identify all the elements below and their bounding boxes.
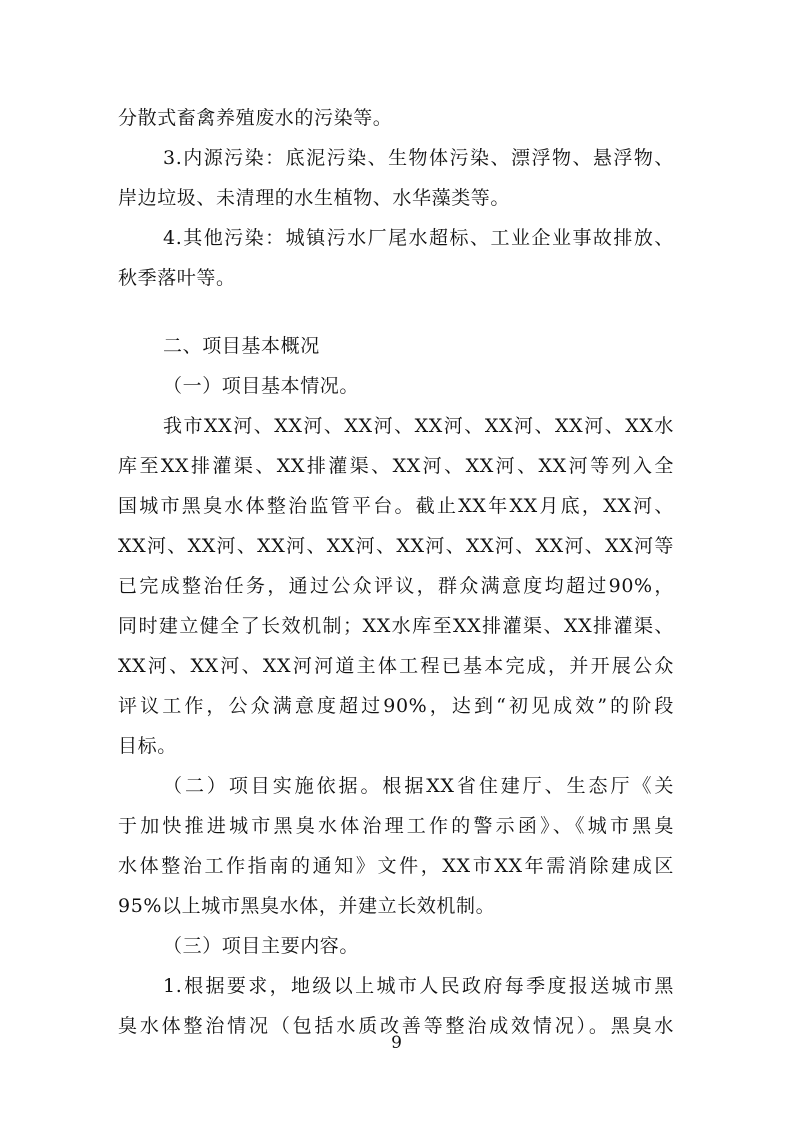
text-line: XX河、XX河、XX河河道主体工程已基本完成，并开展公众 <box>118 655 674 677</box>
text-line: 4.其他污染：城镇污水厂尾水超标、工业企业事故排放、 <box>163 227 674 249</box>
subsection-heading: （三）项目主要内容。 <box>163 935 360 957</box>
text-line: 分散式畜禽养殖废水的污染等。 <box>118 107 393 129</box>
section-heading: 二、项目基本概况 <box>163 335 320 357</box>
text-line: 我市XX河、XX河、XX河、XX河、XX河、XX河、XX水 <box>163 415 674 437</box>
page-number: 9 <box>391 1033 402 1053</box>
text-line: 评议工作，公众满意度超过90%，达到“初见成效”的阶段 <box>118 695 674 717</box>
text-line: 国城市黑臭水体整治监管平台。截止XX年XX月底，XX河、 <box>118 495 674 517</box>
text-line: 库至XX排灌渠、XX排灌渠、XX河、XX河、XX河等列入全 <box>118 455 674 477</box>
text-line: 同时建立健全了长效机制；XX水库至XX排灌渠、XX排灌渠、 <box>118 615 674 637</box>
text-line: 3.内源污染：底泥污染、生物体污染、漂浮物、悬浮物、 <box>163 147 674 169</box>
text-line: 95%以上城市黑臭水体，并建立长效机制。 <box>118 895 496 917</box>
text-line: 岸边垃圾、未清理的水生植物、水华藻类等。 <box>118 187 511 209</box>
text-line: XX河、XX河、XX河、XX河、XX河、XX河、XX河、XX河等 <box>118 535 674 557</box>
subsection-heading: （一）项目基本情况。 <box>163 375 360 397</box>
text-line: 秋季落叶等。 <box>118 267 236 289</box>
text-line: 水体整治工作指南的通知》文件，XX市XX年需消除建成区 <box>118 855 674 877</box>
text-line: 于加快推进城市黑臭水体治理工作的警示函》、《城市黑臭 <box>118 815 674 837</box>
text-line: 已完成整治任务，通过公众评议，群众满意度均超过90%， <box>118 575 674 597</box>
text-line: 目标。 <box>118 735 177 757</box>
text-line: 臭水体整治情况（包括水质改善等整治成效情况）。黑臭水 <box>118 1015 674 1037</box>
text-line: （二）项目实施依据。根据XX省住建厅、生态厅《关 <box>163 775 674 797</box>
text-line: 1.根据要求，地级以上城市人民政府每季度报送城市黑 <box>163 975 674 997</box>
